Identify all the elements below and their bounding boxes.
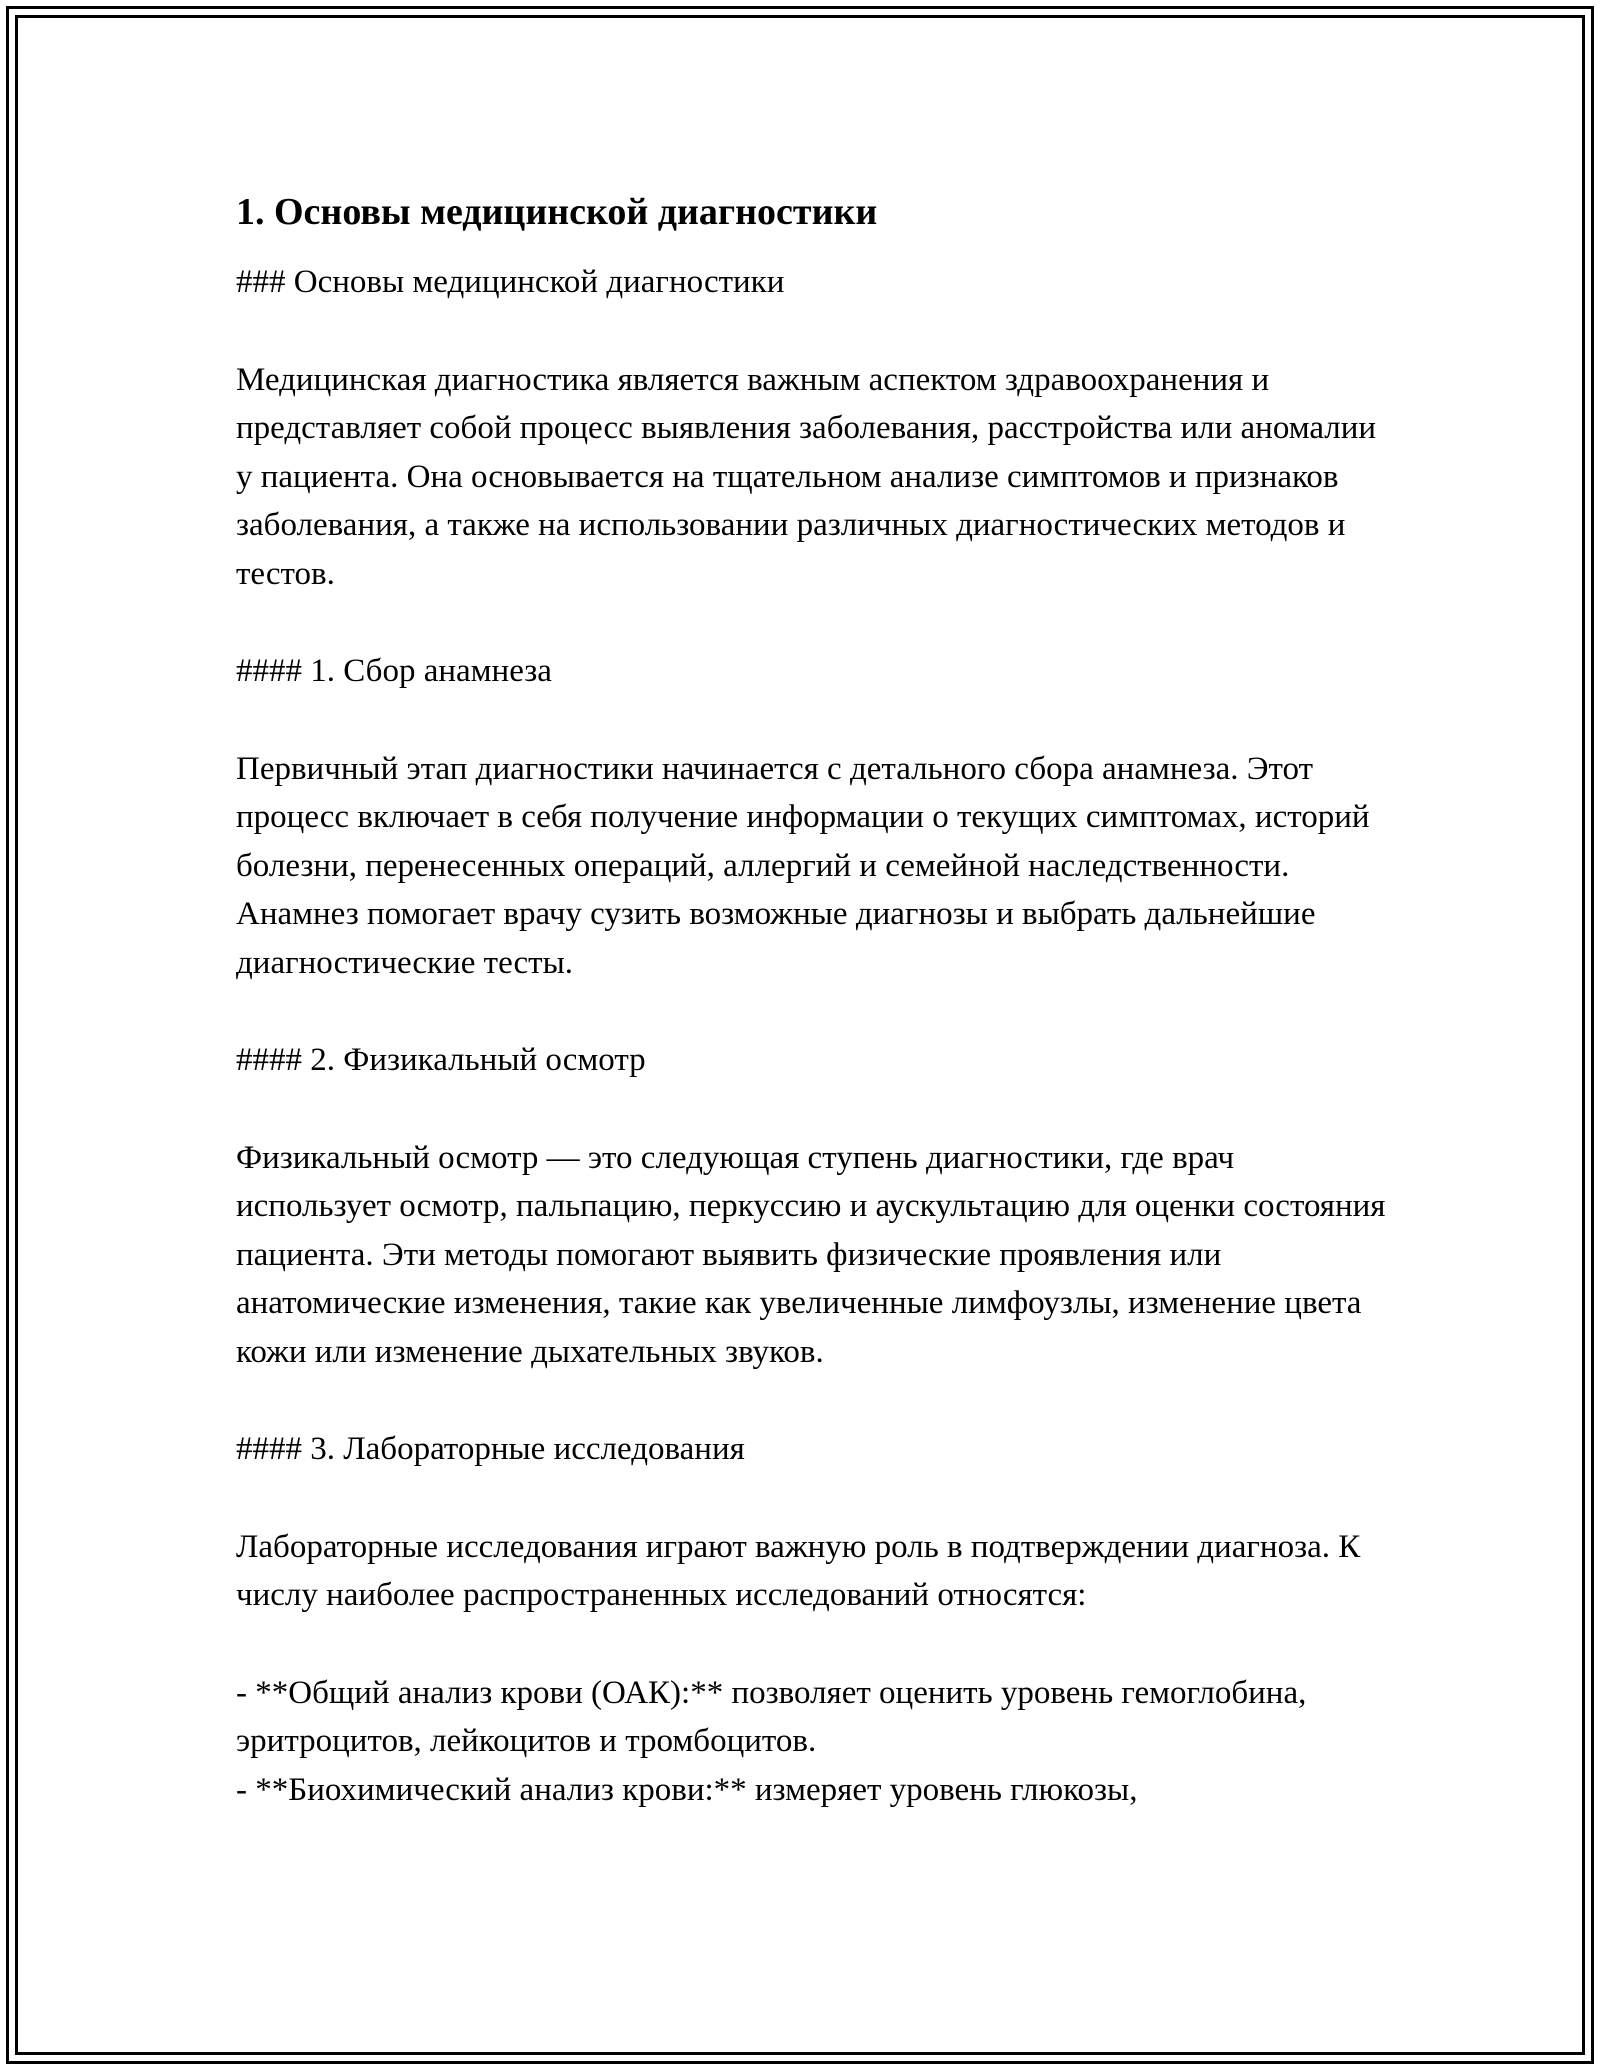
list-item: - **Общий анализ крови (ОАК):** позволяет оценить уровень гемоглобина, эритроцитов, лейкоцитов и тромбоцитов. [236, 1674, 1307, 1759]
section-heading-anamnesis: #### 1. Сбор анамнеза [236, 653, 552, 689]
section-heading-lab-tests: #### 3. Лабораторные исследования [236, 1431, 745, 1467]
section-body-physical-exam: Физикальный осмотр — это следующая ступень диагностики, где врач использует осмотр, пальпацию, перкуссию и аускультацию для оценки состояния пациента. Эти методы помогают выявить физические проявления или анатомические изменения, такие как увеличенные лимфоузлы, изменение цвета кожи или изменение дыхательных звуков. [236, 1139, 1386, 1370]
intro-paragraph: Медицинская диагностика является важным аспектом здравоохранения и представляет собой процесс выявления заболевания, расстройства или аномалии у пациента. Она основывается на тщательном анализе симптомов и признаков заболевания, а также на использовании различных диагностических методов и тестов. [236, 361, 1377, 592]
document-title: 1. Основы медицинской диагностики [236, 191, 878, 233]
section-body-lab-tests: Лабораторные исследования играют важную роль в подтверждении диагноза. К числу наиболее распространенных исследований относятся: [236, 1528, 1361, 1613]
list-item: - **Биохимический анализ крови:** измеряет уровень глюкозы, [236, 1771, 1138, 1808]
subheading: ### Основы медицинской диагностики [236, 264, 785, 300]
document-content [236, 186, 1386, 1814]
section-heading-physical-exam: #### 2. Физикальный осмотр [236, 1042, 646, 1078]
section-body-anamnesis: Первичный этап диагностики начинается с детального сбора анамнеза. Этот процесс включает в себя получение информации о текущих симптомах, историй болезни, перенесенных операций, аллергий и семейной наследственности. Анамнез помогает врачу сузить возможные диагнозы и выбрать дальнейшие диагностические тесты. [236, 750, 1370, 981]
